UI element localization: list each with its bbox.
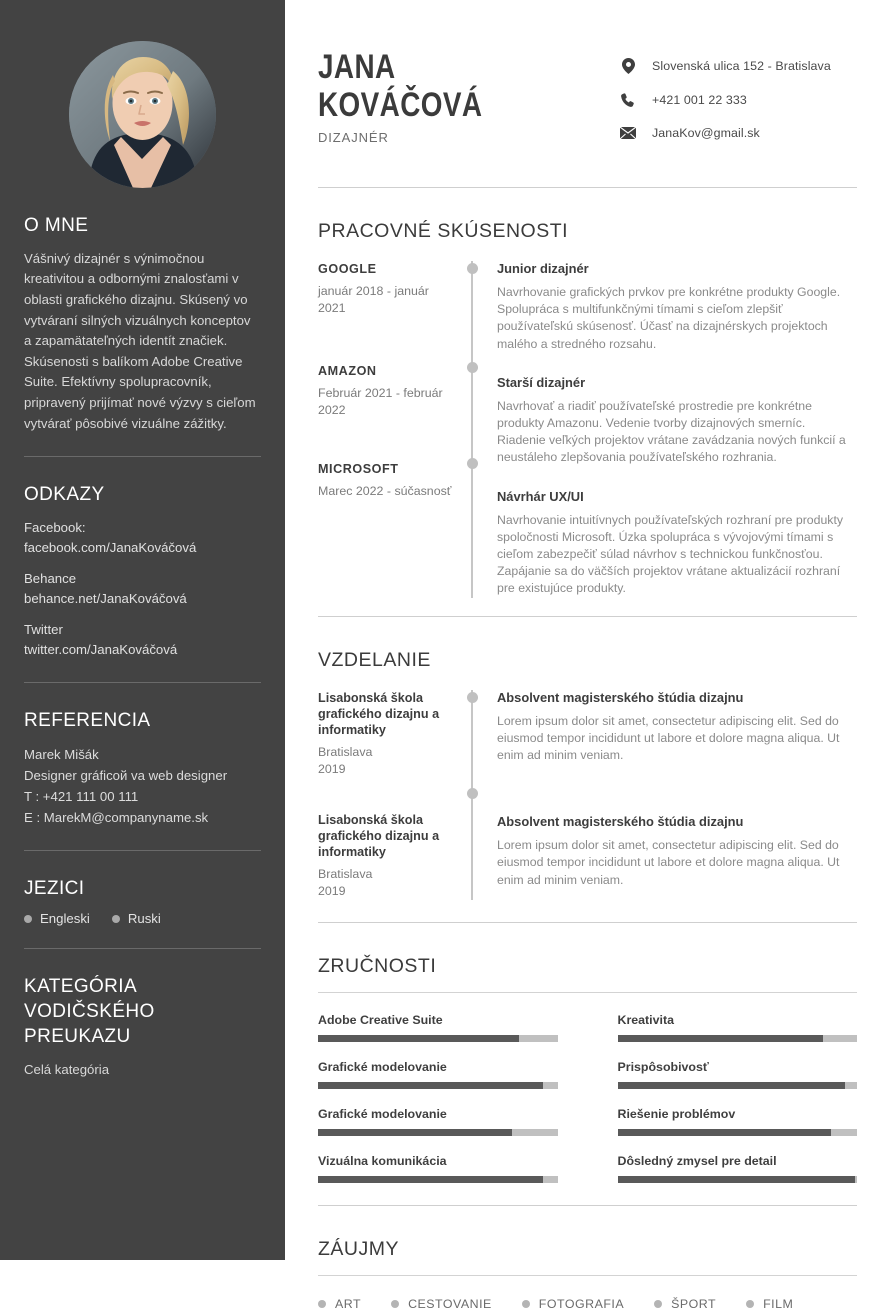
bullet-dot-icon bbox=[112, 915, 120, 923]
bullet-dot-icon bbox=[391, 1300, 399, 1308]
interests-list bbox=[318, 1297, 857, 1311]
languages-section bbox=[24, 877, 261, 927]
last-name: KOVÁČOVÁ bbox=[318, 86, 483, 124]
org-name: GOOGLE bbox=[318, 262, 377, 276]
skill-bar-fill bbox=[318, 1035, 519, 1042]
org-name: MICROSOFT bbox=[318, 462, 399, 476]
skill-label: Dôsledný zmysel pre detail bbox=[617, 1153, 777, 1168]
sidebar-divider-1 bbox=[24, 456, 261, 457]
profile-photo bbox=[69, 41, 216, 188]
skill-item bbox=[618, 1107, 858, 1136]
interest-label: ART bbox=[335, 1296, 362, 1311]
link-url[interactable]: behance.net/JanaKováčová bbox=[24, 590, 187, 606]
degree-description: Lorem ipsum dolor sit amet, consectetur adipiscing elit. Sed do eiusmod tempor incididunt ut labore et dolore magna aliqua. Ut enim ad minim veniam. bbox=[497, 713, 840, 763]
header-divider bbox=[318, 187, 857, 188]
sidebar bbox=[0, 0, 285, 1260]
education-section bbox=[318, 649, 857, 900]
skill-bar-fill bbox=[618, 1035, 824, 1042]
contact-phone[interactable] bbox=[618, 93, 831, 107]
main-content bbox=[285, 0, 894, 1311]
skill-label: Kreativita bbox=[617, 1012, 674, 1027]
job-role: DIZAJNÉR bbox=[318, 130, 389, 145]
skill-bar-fill bbox=[318, 1176, 543, 1183]
interests-section bbox=[318, 1238, 857, 1311]
email-text: JanaKov@gmail.sk bbox=[652, 126, 760, 140]
experience-title: PRACOVNÉ SKÚSENOSTI bbox=[318, 220, 569, 242]
degree-description: Lorem ipsum dolor sit amet, consectetur adipiscing elit. Sed do eiusmod tempor incididunt ut labore et dolore magna aliqua. Ut enim ad minim veniam. bbox=[497, 838, 840, 887]
driving-licence-value: Celá kategória bbox=[24, 1062, 110, 1078]
skill-label: Grafické modelovanie bbox=[318, 1106, 447, 1121]
skill-bar-track bbox=[618, 1035, 858, 1042]
phone-icon bbox=[618, 93, 638, 107]
skills-divider bbox=[318, 992, 857, 993]
about-text: Vášnivý dizajnér s výnimočnou kreativitou a odbornými znalosťami v oblasti grafického dizajnu. Skúsený vo vytváraní silných vizuálnych konceptov a zapamätateľných identít značiek. Skúsenosti s balíkom Adobe Creative Suite. Efektívny spolupracovník, pripravený prijímať nové výzvy s cieľom vytvárať pôsobivé vizuálne zážitky. bbox=[24, 250, 256, 431]
reference-phone: T : +421 111 00 111 bbox=[24, 788, 139, 804]
reference-position: Designer gráficoй va web designer bbox=[24, 767, 228, 783]
bullet-dot-icon bbox=[24, 915, 32, 923]
school-year: 2019 bbox=[318, 761, 346, 776]
skill-item bbox=[618, 1154, 858, 1183]
links-title: ODKAZY bbox=[24, 484, 105, 506]
education-divider bbox=[318, 922, 857, 923]
list-item[interactable] bbox=[24, 569, 261, 609]
list-item bbox=[497, 489, 857, 598]
education-school-1 bbox=[318, 812, 453, 900]
org-name: AMAZON bbox=[318, 364, 377, 378]
skill-bar-track bbox=[318, 1082, 558, 1089]
envelope-icon bbox=[618, 127, 638, 139]
skill-item bbox=[618, 1013, 858, 1042]
list-item bbox=[318, 1297, 361, 1311]
sidebar-divider-2 bbox=[24, 682, 261, 683]
school-name: Lisabonská škola grafického dizajnu a informatiky bbox=[318, 690, 440, 737]
avatar bbox=[24, 41, 261, 188]
school-name: Lisabonská škola grafického dizajnu a informatiky bbox=[318, 812, 440, 859]
degree-title: Absolvent magisterského štúdia dizajnu bbox=[497, 689, 744, 705]
bullet-dot-icon bbox=[654, 1300, 662, 1308]
experience-org-0 bbox=[318, 261, 453, 363]
driving-licence-title: KATEGÓRIA VODIČSKÉHO PREUKAZU bbox=[24, 976, 155, 1047]
skill-label: Riešenie problémov bbox=[617, 1106, 736, 1121]
language-label: Engleski bbox=[40, 911, 90, 927]
list-item bbox=[654, 1297, 716, 1311]
skill-label: Grafické modelovanie bbox=[318, 1059, 447, 1074]
contact-list bbox=[618, 48, 831, 145]
interest-label: FOTOGRAFIA bbox=[538, 1296, 625, 1311]
driving-licence-section bbox=[24, 975, 261, 1081]
experience-org-2 bbox=[318, 461, 453, 500]
language-label: Ruski bbox=[127, 911, 161, 927]
timeline-dot bbox=[467, 788, 478, 799]
links-section bbox=[24, 483, 261, 660]
skill-bar-fill bbox=[618, 1082, 846, 1089]
reference-name: Marek Mišák bbox=[24, 746, 99, 762]
skill-item bbox=[318, 1013, 558, 1042]
skill-item bbox=[318, 1154, 558, 1183]
reference-email: E : MarekM@companyname.sk bbox=[24, 809, 209, 825]
skill-bar-track bbox=[618, 1129, 858, 1136]
job-description: Navrhovať a riadiť používateľské prostredie pre konkrétne produkty Amazonu. Vedenie tvorby dizajnových smerníc. Riadenie veľkých projektov vrátane zavádzania nových funkcií a neustáleho zlepšovania používateľského rozhrania. bbox=[497, 398, 846, 465]
school-year: 2019 bbox=[318, 883, 346, 898]
interests-title: ZÁUJMY bbox=[318, 1237, 399, 1260]
bullet-dot-icon bbox=[746, 1300, 754, 1308]
skill-item bbox=[318, 1060, 558, 1089]
interest-label: ŠPORT bbox=[671, 1296, 717, 1311]
education-timeline bbox=[463, 690, 491, 900]
timeline-dot bbox=[467, 362, 478, 373]
experience-orgs bbox=[318, 261, 463, 598]
list-item bbox=[497, 261, 857, 375]
education-entries bbox=[491, 690, 857, 900]
reference-section bbox=[24, 709, 261, 828]
experience-divider bbox=[318, 616, 857, 617]
list-item bbox=[112, 911, 161, 926]
bullet-dot-icon bbox=[522, 1300, 530, 1308]
list-item[interactable] bbox=[24, 518, 261, 558]
address-text: Slovenská ulica 152 - Bratislava bbox=[652, 59, 831, 73]
skill-bar-track bbox=[318, 1035, 558, 1042]
link-label: Facebook: bbox=[24, 519, 86, 535]
skill-item bbox=[618, 1060, 858, 1089]
skill-bar-track bbox=[618, 1082, 858, 1089]
page-title bbox=[318, 48, 618, 145]
skill-item bbox=[318, 1107, 558, 1136]
job-description: Navrhovanie intuitívnych používateľských rozhraní pre produkty spoločnosti Microsoft. Úzka spolupráca s vývojovými tímami s cieľom zabezpečiť súlad návrhov s technickou funkčnosťou. Zapájanie sa do väčších projektov vrátane aktualizácií rozhraní pre existujúce produkty. bbox=[497, 512, 844, 596]
org-period: Február 2021 - február 2022 bbox=[318, 386, 443, 417]
list-item bbox=[497, 814, 857, 889]
timeline-dot bbox=[467, 263, 478, 274]
education-schools bbox=[318, 690, 463, 900]
skills-section bbox=[318, 955, 857, 1183]
header bbox=[318, 0, 857, 145]
skill-bar-fill bbox=[318, 1082, 543, 1089]
link-url[interactable]: facebook.com/JanaKováčová bbox=[24, 539, 197, 555]
interest-label: CESTOVANIE bbox=[408, 1296, 492, 1311]
skill-label: Adobe Creative Suite bbox=[318, 1012, 443, 1027]
link-label: Twitter bbox=[24, 621, 63, 637]
skills-title: ZRUČNOSTI bbox=[318, 954, 437, 977]
languages-title: JEZICI bbox=[24, 877, 85, 899]
experience-entries bbox=[491, 261, 857, 598]
first-name: JANA bbox=[318, 48, 396, 86]
list-item bbox=[522, 1297, 624, 1311]
contact-address[interactable] bbox=[618, 58, 831, 74]
link-label: Behance bbox=[24, 570, 77, 586]
skill-bar-fill bbox=[618, 1176, 855, 1183]
about-section bbox=[24, 214, 261, 434]
list-item bbox=[497, 375, 857, 489]
org-period: Marec 2022 - súčasnosť bbox=[318, 484, 452, 498]
skills-bottom-divider bbox=[318, 1205, 857, 1206]
timeline-dot bbox=[467, 692, 478, 703]
skill-bar-track bbox=[618, 1176, 858, 1183]
skill-label: Prispôsobivosť bbox=[617, 1059, 709, 1074]
timeline-dot bbox=[467, 458, 478, 469]
sidebar-divider-3 bbox=[24, 850, 261, 851]
skill-bar-fill bbox=[618, 1129, 831, 1136]
link-url[interactable]: twitter.com/JanaKováčová bbox=[24, 641, 178, 657]
list-item bbox=[24, 911, 90, 926]
job-title: Starší dizajnér bbox=[497, 374, 586, 390]
school-city: Bratislava bbox=[318, 744, 373, 759]
sidebar-divider-4 bbox=[24, 948, 261, 949]
contact-email[interactable] bbox=[618, 126, 831, 140]
education-school-0 bbox=[318, 690, 453, 812]
skill-bar-track bbox=[318, 1176, 558, 1183]
education-title: VZDELANIE bbox=[318, 648, 431, 671]
interest-label: FILM bbox=[763, 1296, 794, 1311]
skill-bar-track bbox=[318, 1129, 558, 1136]
list-item bbox=[746, 1297, 793, 1311]
list-item[interactable] bbox=[24, 620, 261, 660]
skill-label: Vizuálna komunikácia bbox=[318, 1153, 447, 1168]
job-description: Navrhovanie grafických prvkov pre konkrétne produkty Google. Spolupráca s multifunkčnými tímami s cieľom zlepšiť používateľskú skúsenosť. Účasť na dizajnérskych projektoch malého a stredného rozsahu. bbox=[497, 285, 841, 351]
job-title: Návrhár UX/UI bbox=[497, 488, 584, 504]
skill-bar-fill bbox=[318, 1129, 512, 1136]
experience-org-1 bbox=[318, 363, 453, 461]
map-pin-icon bbox=[618, 58, 638, 74]
job-title: Junior dizajnér bbox=[497, 261, 589, 276]
experience-section bbox=[318, 220, 857, 598]
school-city: Bratislava bbox=[318, 866, 373, 881]
timeline-line bbox=[471, 261, 473, 598]
list-item bbox=[391, 1297, 492, 1311]
list-item bbox=[497, 690, 857, 815]
org-period: január 2018 - január 2021 bbox=[318, 284, 429, 315]
bullet-dot-icon bbox=[318, 1300, 326, 1308]
experience-timeline bbox=[463, 261, 491, 598]
interests-divider bbox=[318, 1275, 857, 1276]
degree-title: Absolvent magisterského štúdia dizajnu bbox=[497, 814, 744, 830]
about-title: O MNE bbox=[24, 215, 89, 236]
phone-text: +421 001 22 333 bbox=[652, 93, 747, 107]
reference-title: REFERENCIA bbox=[24, 709, 151, 731]
skills-grid bbox=[318, 1013, 857, 1183]
